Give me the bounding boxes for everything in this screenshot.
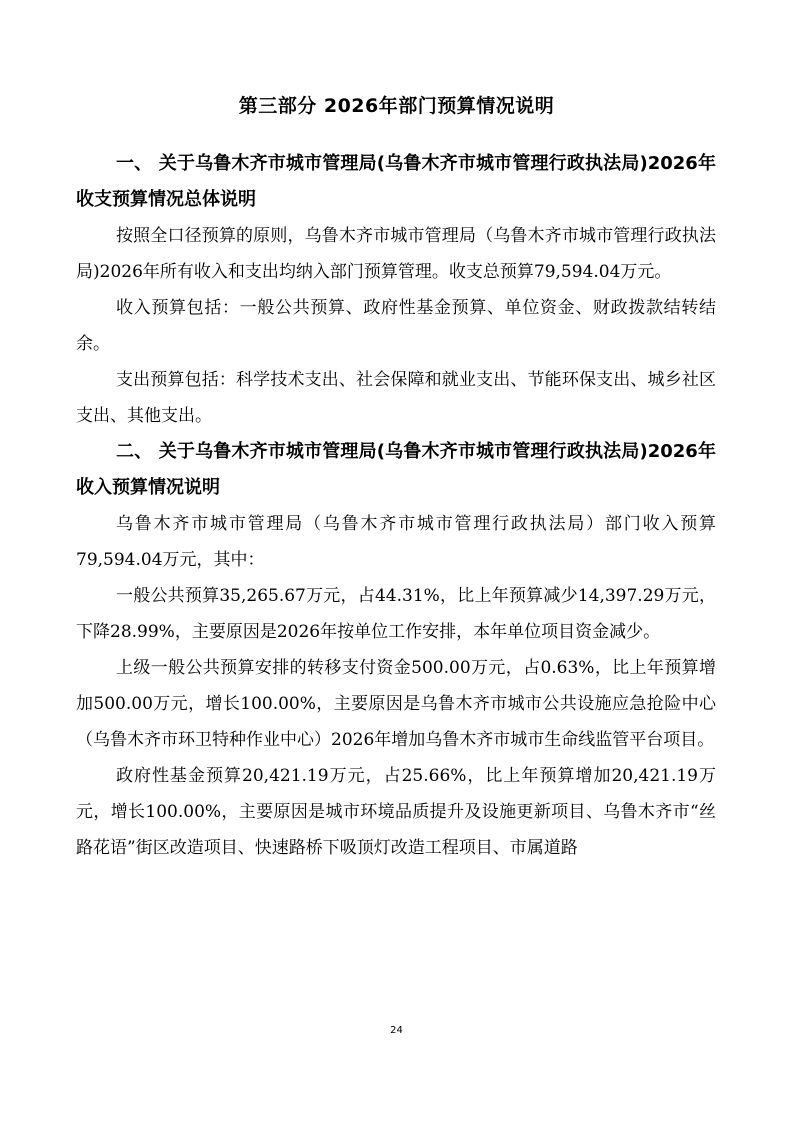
section-1-paragraph-2: 收入预算包括：一般公共预算、政府性基金预算、单位资金、财政拨款结转结余。 [76,298,716,354]
section-1-heading: 一、 关于乌鲁木齐市城市管理局(乌鲁木齐市城市管理行政执法局)2026年收支预算情况总体说明 [76,153,716,210]
section-1-paragraph-1: 按照全口径预算的原则，乌鲁木齐市城市管理局（乌鲁木齐市城市管理行政执法局)2026年所有收入和支出均纳入部门预算管理。收支总预算79,594.04万元。 [76,226,716,282]
section-2-paragraph-3: 上级一般公共预算安排的转移支付资金500.00万元，占0.63%，比上年预算增加500.00万元，增长100.00%，主要原因是乌鲁木齐市城市公共设施应急抢险中心（乌鲁木齐市环卫特种作业中心）2026年增加乌鲁木齐市城市生命线监管平台项目。 [76,658,716,750]
document-body [76,146,716,866]
section-1-paragraph-3: 支出预算包括：科学技术支出、社会保障和就业支出、节能环保支出、城乡社区支出、其他支出。 [76,370,716,426]
section-2-paragraph-2: 一般公共预算35,265.67万元，占44.31%，比上年预算减少14,397.29万元，下降28.99%，主要原因是2026年按单位工作安排，本年单位项目资金减少。 [76,586,716,642]
section-2-heading: 二、 关于乌鲁木齐市城市管理局(乌鲁木齐市城市管理行政执法局)2026年收入预算情况说明 [76,441,716,498]
page-title: 第三部分 2026年部门预算情况说明 [238,95,555,117]
page-number: 24 [390,1025,403,1036]
section-2-paragraph-1: 乌鲁木齐市城市管理局（乌鲁木齐市城市管理行政执法局）部门收入预算79,594.04万元，其中： [76,514,716,570]
section-2-paragraph-4: 政府性基金预算20,421.19万元，占25.66%，比上年预算增加20,421.19万元，增长100.00%，主要原因是城市环境品质提升及设施更新项目、乌鲁木齐市“丝路花语”街区改造项目、快速路桥下吸顶灯改造工程项目、市属道路 [76,766,716,858]
